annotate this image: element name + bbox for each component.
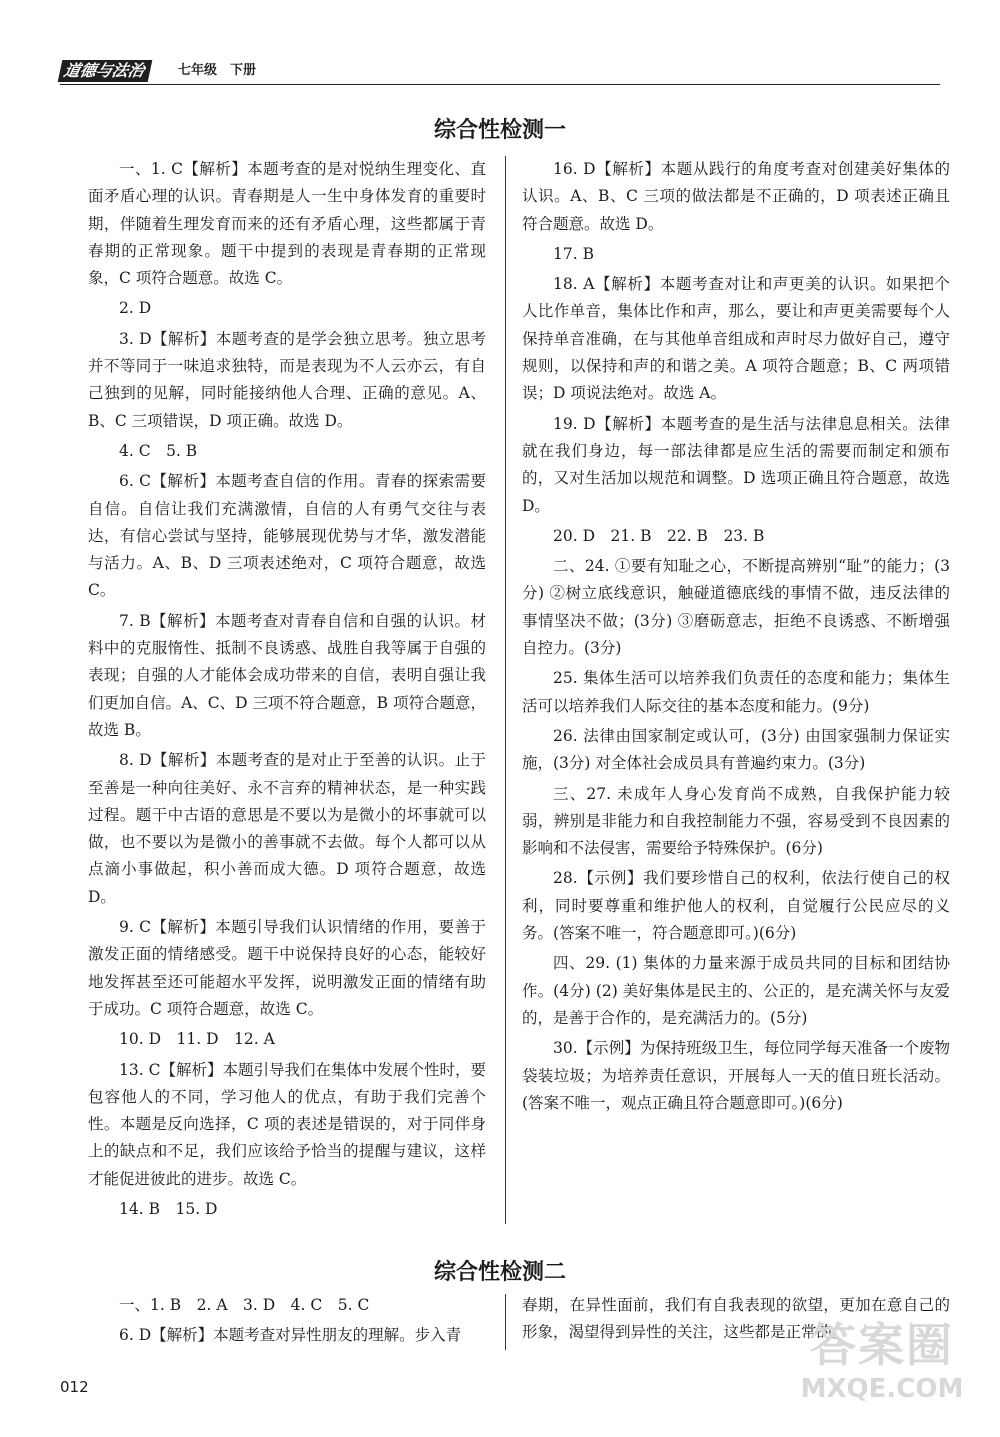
answer-paragraph: 16. D【解析】本题从践行的角度考查对创建美好集体的认识。A、B、C 三项的做法都是不正确的，D 项表述正确且符合题意。故选 D。: [522, 160, 950, 233]
watermark-url: MXQE.COM: [800, 1374, 964, 1404]
answer-paragraph: 7. B【解析】本题考查对青春自信和自强的认识。材料中的克服惰性、抵制不良诱惑、战胜自我等属于自强的表现；自强的人才能体会成功带来的自信，表明自强让我们更加自信。A、C、D 三项不符合题意，B 项符合题意，故选 B。: [88, 611, 486, 739]
answer-paragraph: 二、24. ①要有知耻之心，不断提高辨别“耻”的能力；(3分) ②树立底线意识，触碰道德底线的事情不做，违反法律的事情坚决不做；(3分) ③磨砺意志，拒绝不良诱惑、不断增强自控力。(3分): [522, 557, 950, 658]
answer-paragraph: 三、27. 未成年人身心发育尚不成熟，自我保护能力较弱，辨别是非能力和自我控制能力不强，容易受到不良因素的影响和不法侵害，需要给予特殊保护。(6分): [522, 784, 950, 858]
answer-paragraph: 6. D【解析】本题考查对异性朋友的理解。步入青: [119, 1326, 462, 1345]
section2-left-column: [88, 1292, 486, 1353]
header-rule: [60, 84, 940, 85]
answer-paragraph: 26. 法律由国家制定或认可，(3分) 由国家强制力保证实施，(3分) 对全体社会成员具有普遍约束力。(3分): [522, 726, 950, 773]
watermark-logo: [782, 1317, 982, 1409]
answer-paragraph: 一、1. B 2. A 3. D 4. C 5. C: [119, 1296, 370, 1314]
answer-paragraph: 春期，在异性面前，我们有自我表现的欲望，更加在意自己的形象，渴望得到异性的关注，这些都是正常的。: [522, 1296, 950, 1342]
answer-paragraph: 四、29. (1) 集体的力量来源于成员共同的目标和团结协作。(4分) (2) 美好集体是民主的、公正的，是充满关怀与友爱的，是善于合作的，是充满活力的。(5分): [522, 954, 950, 1027]
answer-paragraph: 14. B 15. D: [119, 1199, 218, 1218]
page-header: [60, 60, 940, 84]
answer-paragraph: 6. C【解析】本题考查自信的作用。青春的探索需要自信。自信让我们充满激情，自信的人有勇气交往与表达，有信心尝试与坚持，能够展现优势与才华，激发潜能与活力。A、B、D 三项表述绝对，C 项符合题意，故选 C。: [88, 472, 486, 600]
answer-paragraph: 28.【示例】我们要珍惜自己的权利，依法行使自己的权利，同时要尊重和维护他人的权利，自觉履行公民应尽的义务。(答案不唯一，符合题意即可。)(6分): [522, 869, 950, 943]
answer-paragraph: 19. D【解析】本题考查的是生活与法律息息相关。法律就在我们身边，每一部法律都是应生活的需要而制定和颁布的，又对生活加以规范和调整。D 选项正确且符合题意，故选 D。: [522, 414, 950, 515]
section1-left-column: [88, 156, 486, 1226]
section1-title: 综合性检测一: [433, 118, 566, 143]
answer-paragraph: 13. C【解析】本题引导我们在集体中发展个性时，要包容他人的不同，学习他人的优点，有助于我们完善个性。本题是反向选择，C 项的表述是错误的，对于同伴身上的缺点和不足，我们应该给予恰当的提醒与建议，这样才能促进彼此的进步。故选 C。: [88, 1060, 486, 1188]
section1-right-column: [522, 156, 950, 1120]
answer-paragraph: 18. A【解析】本题考查对让和声更美的认识。如果把个人比作单音，集体比作和声，那么，要让和声更美需要每个人保持单音准确，在与其他单音组成和声时尽力做好自己，遵守规则，以保持和声的和谐之美。A 项符合题意；B、C 两项错误；D 项说法绝对。故选 A。: [522, 275, 950, 403]
answer-paragraph: 10. D 11. D 12. A: [119, 1030, 275, 1049]
watermark-text: 答案圈: [810, 1318, 954, 1372]
column-divider-2: [505, 1294, 506, 1350]
page-number: 012: [60, 1378, 89, 1396]
answer-paragraph: 25. 集体生活可以培养我们负责任的态度和能力；集体生活可以培养我们人际交往的基本态度和能力。(9分): [522, 669, 950, 715]
answer-paragraph: 30.【示例】为保持班级卫生，每位同学每天准备一个废物袋装垃圾；为培养责任意识，开展每人一天的值日班长活动。(答案不唯一，观点正确且符合题意即可。)(6分): [522, 1039, 950, 1112]
answer-paragraph: 2. D: [119, 299, 152, 318]
answer-paragraph: 17. B: [553, 244, 594, 263]
answer-paragraph: 3. D【解析】本题考查的是学会独立思考。独立思考并不等同于一味追求独特，而是表现为不人云亦云，有自己独到的见解，同时能接纳他人合理、正确的意见。A、B、C 三项错误，D 项正确。故选 D。: [88, 329, 486, 430]
grade-label: 七年级 下册: [178, 63, 257, 78]
answer-paragraph: 9. C【解析】本题引导我们认识情绪的作用，要善于激发正面的情绪感受。题干中说保持良好的心态，能较好地发挥甚至还可能超水平发挥，说明激发正面的情绪有助于成功。C 项符合题意，故选 C。: [88, 918, 486, 1018]
column-divider: [505, 156, 506, 1224]
answer-paragraph: 一、1. C【解析】本题考查的是对悦纳生理变化、直面矛盾心理的认识。青春期是人一生中身体发育的重要时期，伴随着生理发育而来的还有矛盾心理，这些都属于青春期的正常现象。题干中提到的表现是青春期的正常现象，C 项符合题意。故选 C。: [88, 160, 486, 288]
answer-paragraph: 20. D 21. B 22. B 23. B: [553, 526, 765, 545]
section2-title: 综合性检测二: [433, 1260, 566, 1285]
answer-paragraph: 8. D【解析】本题考查的是对止于至善的认识。止于至善是一种向往美好、永不言弃的精神状态，是一种实践过程。题干中古语的意思是不要以为是微小的坏事就可以做，也不要以为是微小的善事就不去做。每个人都可以从点滴小事做起，积小善而成大德。D 项符合题意，故选 D。: [88, 751, 486, 906]
answer-paragraph: 4. C 5. B: [119, 441, 198, 460]
subject-label: 道德与法治: [58, 60, 153, 82]
